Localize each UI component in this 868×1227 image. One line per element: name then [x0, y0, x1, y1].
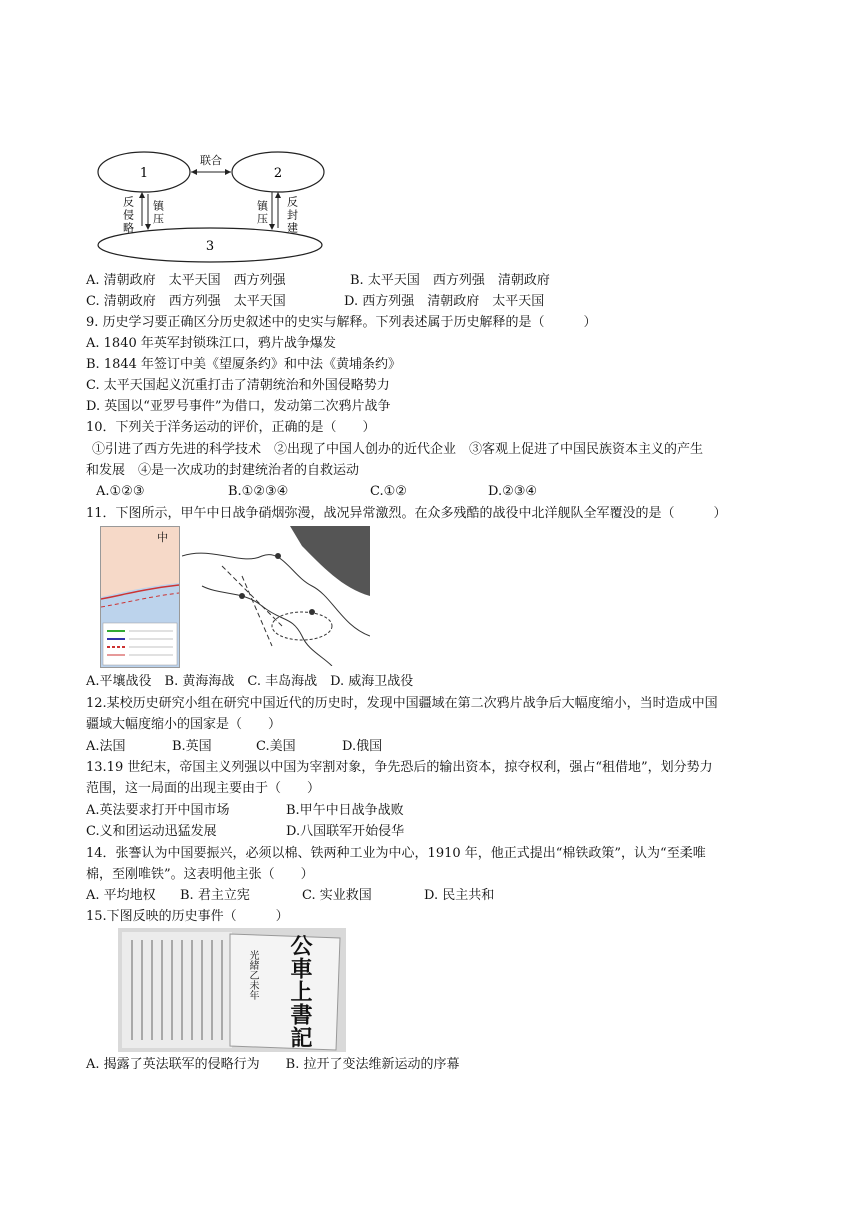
- q10-option-b: B.①②③④: [228, 484, 289, 499]
- q10-statements-line2: 和发展 ④是一次成功的封建统治者的自救运动: [86, 463, 360, 478]
- q13-option-b: B.甲午中日战争战败: [286, 803, 404, 818]
- q11-stem: 11．下图所示，甲午中日战争硝烟弥漫，战况异常激烈。在众多残酷的战役中北洋舰队全军覆没的是（ ）: [86, 506, 727, 521]
- q12-option-a: A.法国: [86, 739, 126, 754]
- q14-option-c: C. 实业救国: [302, 888, 372, 903]
- q15-options: A. 揭露了英法联军的侵略行为 B. 拉开了变法维新运动的序幕: [86, 1057, 460, 1072]
- q10-option-d: D.②③④: [488, 484, 538, 499]
- q14-option-a: A. 平均地权: [86, 888, 156, 903]
- q8-option-d: D. 西方列强 清朝政府 太平天国: [344, 294, 545, 309]
- petition-book-title: 公車上書記: [287, 934, 313, 1049]
- q12-stem-line2: 疆域大幅度缩小的国家是（ ）: [86, 717, 282, 732]
- relation-diagram: [96, 148, 328, 268]
- q13-option-d: D.八国联军开始侵华: [286, 824, 405, 839]
- q13-option-c: C.义和团运动迅猛发展: [86, 824, 217, 839]
- petition-book-subtitle: 光緒乙未年: [247, 950, 258, 1000]
- q9-stem: 9. 历史学习要正确区分历史叙述中的史实与解释。下列表述属于历史解释的是（ ）: [86, 315, 597, 330]
- diagram-left-outer: 反侵略: [121, 196, 135, 235]
- q12-option-b: B.英国: [172, 739, 212, 754]
- map-label-china: 中: [157, 531, 168, 544]
- q10-option-c: C.①②: [370, 484, 407, 499]
- q11-options: A.平壤战役 B. 黄海海战 C. 丰岛海战 D. 威海卫战役: [86, 674, 414, 689]
- diagram-label-1: 1: [139, 166, 149, 181]
- q12-option-c: C.美国: [256, 739, 296, 754]
- war-map-panel: [182, 526, 370, 666]
- q14-option-b: B. 君主立宪: [180, 888, 250, 903]
- q10-statements-line1: ①引进了西方先进的科学技术 ②出现了中国人创办的近代企业 ③客观上促进了中国民族资本主义的产生: [92, 442, 704, 457]
- q13-stem-line1: 13.19 世纪末，帝国主义列强以中国为宰割对象，争先恐后的输出资本，掠夺权利，强占“租借地”，划分势力: [86, 760, 713, 775]
- q13-option-a: A.英法要求打开中国市场: [86, 803, 230, 818]
- petition-document-image: [118, 928, 346, 1052]
- diagram-left-inner: 镇压: [151, 200, 165, 226]
- diagram-label-2: 2: [273, 166, 283, 181]
- q9-option-b: B. 1844 年签订中美《望厦条约》和中法《黄埔条约》: [86, 357, 402, 372]
- q13-stem-line2: 范围，这一局面的出现主要由于（ ）: [86, 781, 321, 796]
- war-map-legend-panel: [100, 526, 180, 668]
- q14-stem-line1: 14．张謇认为中国要振兴，必须以棉、铁两种工业为中心，1910 年，他正式提出“棉铁政策”，认为“至柔唯: [86, 846, 706, 861]
- q10-option-a: A.①②③: [96, 484, 145, 499]
- q9-option-d: D. 英国以“亚罗号事件”为借口，发动第二次鸦片战争: [86, 399, 391, 414]
- q9-option-a: A. 1840 年英军封锁珠江口，鸦片战争爆发: [86, 336, 336, 351]
- q14-stem-line2: 棉，至刚唯铁”。这表明他主张（ ）: [86, 867, 314, 882]
- q8-option-a: A. 清朝政府 太平天国 西方列强: [86, 273, 286, 288]
- q8-option-b: B. 太平天国 西方列强 清朝政府: [350, 273, 550, 288]
- q9-option-c: C. 太平天国起义沉重打击了清朝统治和外国侵略势力: [86, 378, 390, 393]
- q14-option-d: D. 民主共和: [424, 888, 495, 903]
- q12-stem-line1: 12.某校历史研究小组在研究中国近代的历史时，发现中国疆域在第二次鸦片战争后大幅度缩小，当时造成中国: [86, 696, 718, 711]
- diagram-label-3: 3: [205, 239, 215, 254]
- diagram-link-label: 联合: [200, 154, 222, 167]
- diagram-right-outer: 反封建: [285, 196, 299, 235]
- q8-option-c: C. 清朝政府 西方列强 太平天国: [86, 294, 286, 309]
- q12-option-d: D.俄国: [342, 739, 383, 754]
- q10-stem: 10．下列关于洋务运动的评价，正确的是（ ）: [86, 420, 376, 435]
- diagram-right-inner: 镇压: [255, 200, 269, 226]
- q15-stem: 15.下图反映的历史事件（ ）: [86, 909, 289, 924]
